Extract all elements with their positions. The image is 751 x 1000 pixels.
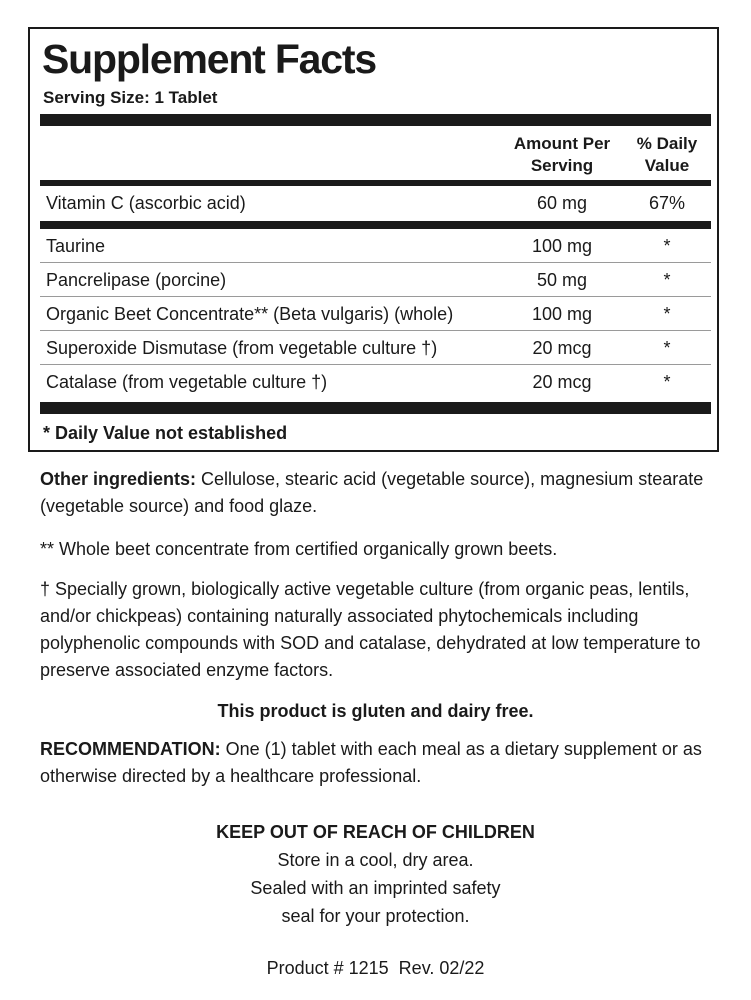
ingredient-name: Catalase (from vegetable culture †) xyxy=(46,372,328,392)
ingredient-amount: 20 mcg xyxy=(532,372,592,392)
warning-line: Store in a cool, dry area. xyxy=(277,850,474,870)
other-ingredients-label: Other ingredients: xyxy=(40,469,197,489)
amount-per-serving-label: Amount Per Serving xyxy=(513,134,611,175)
ingredient-daily-value: 67% xyxy=(648,193,686,213)
other-ingredients-text: Cellulose, stearic acid (vegetable source), magnesium stearate (vegetable source) and food glaze. xyxy=(40,469,704,516)
ingredient-amount: 100 mg xyxy=(531,236,593,256)
table-row xyxy=(40,230,711,263)
ingredient-amount: 50 mg xyxy=(536,270,588,290)
culture-footnote: † Specially grown, biologically active vegetable culture (from organic peas, lentils, and/or chickpeas) containing naturally associated phytochemicals including polyphenolic compounds with SOD and catalase, dehydrated at low temperature to preserve associated enzyme factors. xyxy=(40,579,701,680)
recommendation xyxy=(40,736,712,790)
ingredient-name: Vitamin C (ascorbic acid) xyxy=(46,193,246,213)
gluten-dairy-statement: This product is gluten and dairy free. xyxy=(217,701,534,721)
storage-warning xyxy=(0,818,751,930)
ingredient-daily-value: * xyxy=(663,270,671,290)
recommendation-text: One (1) tablet with each meal as a dietary supplement or as otherwise directed by a healthcare professional. xyxy=(40,739,702,786)
ingredient-name: Superoxide Dismutase (from vegetable culture †) xyxy=(46,338,438,358)
ingredient-daily-value: * xyxy=(663,236,671,256)
table-row xyxy=(40,366,711,399)
warning-heading: KEEP OUT OF REACH OF CHILDREN xyxy=(216,822,535,842)
recommendation-label: RECOMMENDATION: xyxy=(40,739,221,759)
facts-title: Supplement Facts xyxy=(42,36,376,82)
table-row xyxy=(40,298,711,331)
divider-after-vitamins xyxy=(40,221,711,229)
ingredient-amount: 100 mg xyxy=(531,304,593,324)
daily-value-header xyxy=(622,133,712,177)
ingredient-daily-value: * xyxy=(663,304,671,324)
table-row xyxy=(40,187,711,220)
thick-divider-top xyxy=(40,114,711,126)
ingredient-name: Pancrelipase (porcine) xyxy=(46,270,227,290)
ingredient-amount: 60 mg xyxy=(536,193,588,213)
ingredient-daily-value: * xyxy=(663,372,671,392)
amount-per-serving-header xyxy=(502,133,622,177)
beet-footnote: ** Whole beet concentrate from certified organically grown beets. xyxy=(40,539,558,559)
ingredient-amount: 20 mcg xyxy=(532,338,592,358)
warning-line: seal for your protection. xyxy=(281,906,470,926)
ingredient-daily-value: * xyxy=(663,338,671,358)
daily-value-label: % Daily Value xyxy=(636,134,698,175)
divider-under-header xyxy=(40,180,711,186)
table-row xyxy=(40,264,711,297)
daily-value-footnote: * Daily Value not established xyxy=(43,423,288,443)
serving-size: Serving Size: 1 Tablet xyxy=(43,88,218,107)
table-row xyxy=(40,332,711,365)
ingredient-name: Taurine xyxy=(46,236,106,256)
other-ingredients xyxy=(40,466,712,520)
supplement-facts-panel xyxy=(28,27,719,452)
warning-line: Sealed with an imprinted safety xyxy=(250,878,501,898)
ingredient-name: Organic Beet Concentrate** (Beta vulgaris) (whole) xyxy=(46,304,454,324)
product-number: Product # 1215 Rev. 02/22 xyxy=(266,958,485,978)
thick-divider-bottom xyxy=(40,402,711,414)
